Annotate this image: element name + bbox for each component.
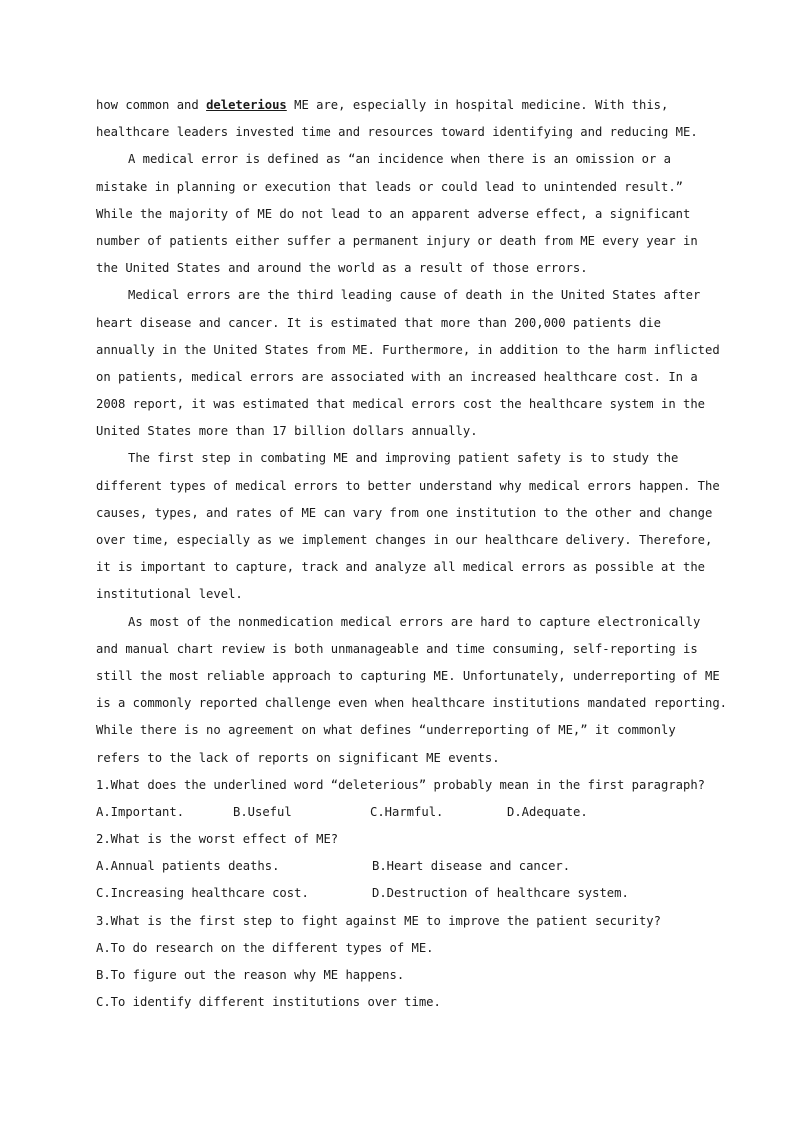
question-2-option-b: B.Heart disease and cancer. bbox=[372, 859, 571, 874]
paragraph-3-line-2: heart disease and cancer. It is estimated that more than 200,000 patients die bbox=[96, 315, 661, 330]
question-2-options-row-1 bbox=[96, 853, 716, 880]
paragraph-2-line-2: mistake in planning or execution that leads or could lead to unintended result.” bbox=[96, 179, 683, 194]
question-2-option-a: A.Annual patients deaths. bbox=[96, 859, 280, 874]
paragraph-4-line-4: over time, especially as we implement changes in our healthcare delivery. Therefore, bbox=[96, 533, 713, 547]
underlined-keyword: deleterious bbox=[206, 98, 287, 112]
paragraph-1-line-1: how common and deleterious ME are, especially in hospital medicine. With this, bbox=[96, 98, 669, 112]
question-1-stem: 1.What does the underlined word “deleterious” probably mean in the first paragraph? bbox=[96, 777, 706, 792]
question-2-stem: 2.What is the worst effect of ME? bbox=[96, 832, 339, 847]
paragraph-4-line-3: causes, types, and rates of ME can vary from one institution to the other and change bbox=[96, 505, 713, 520]
question-3-option-c: C.To identify different institutions over time. bbox=[96, 995, 441, 1010]
paragraph-2-line-1: A medical error is defined as “an incidence when there is an omission or a bbox=[128, 152, 671, 167]
question-3-option-b: B.To figure out the reason why ME happens. bbox=[96, 968, 405, 982]
question-3-option-a: A.To do research on the different types of ME. bbox=[96, 940, 434, 955]
paragraph-5-line-1: As most of the nonmedication medical errors are hard to capture electronically bbox=[128, 614, 701, 629]
paragraph-3-line-3: annually in the United States from ME. Furthermore, in addition to the harm inflicted bbox=[96, 342, 720, 357]
paragraph-4-line-1: The first step in combating ME and improving patient safety is to study the bbox=[128, 451, 679, 466]
paragraph-4-line-6: institutional level. bbox=[96, 587, 243, 602]
paragraph-2-line-5: the United States and around the world as a result of those errors. bbox=[96, 261, 588, 276]
paragraph-2-line-4: number of patients either suffer a permanent injury or death from ME every year in bbox=[96, 233, 698, 248]
question-1-option-b: B.Useful bbox=[233, 804, 292, 819]
paragraph-3-line-1: Medical errors are the third leading cause of death in the United States after bbox=[128, 288, 701, 303]
paragraph-1-line-2: healthcare leaders invested time and resources toward identifying and reducing ME. bbox=[96, 125, 698, 140]
question-1-option-d: D.Adequate. bbox=[507, 804, 588, 819]
paragraph-5-line-6: refers to the lack of reports on significant ME events. bbox=[96, 750, 500, 765]
paragraph-2-line-3: While the majority of ME do not lead to an apparent adverse effect, a significant bbox=[96, 206, 691, 221]
question-2-options-row-2 bbox=[96, 880, 716, 907]
paragraph-4-line-5: it is important to capture, track and analyze all medical errors as possible at the bbox=[96, 560, 706, 575]
paragraph-3-line-6: United States more than 17 billion dollars annually. bbox=[96, 424, 478, 439]
document-page bbox=[96, 92, 728, 1016]
question-2-option-c: C.Increasing healthcare cost. bbox=[96, 886, 309, 901]
question-1-option-c: C.Harmful. bbox=[370, 804, 444, 819]
paragraph-5-line-2: and manual chart review is both unmanageable and time consuming, self-reporting is bbox=[96, 641, 698, 656]
question-1-options bbox=[96, 799, 716, 826]
paragraph-5-line-5: While there is no agreement on what defines “underreporting of ME,” it commonly bbox=[96, 723, 676, 738]
paragraph-3-line-4: on patients, medical errors are associated with an increased healthcare cost. In a bbox=[96, 369, 698, 384]
paragraph-3-line-5: 2008 report, it was estimated that medical errors cost the healthcare system in the bbox=[96, 397, 706, 412]
question-2-option-d: D.Destruction of healthcare system. bbox=[372, 886, 629, 901]
paragraph-4-line-2: different types of medical errors to better understand why medical errors happen. The bbox=[96, 478, 720, 493]
question-3-stem: 3.What is the first step to fight against ME to improve the patient security? bbox=[96, 913, 661, 928]
question-1-option-a: A.Important. bbox=[96, 804, 185, 819]
paragraph-5-line-4: is a commonly reported challenge even when healthcare institutions mandated reporting. bbox=[96, 696, 728, 711]
paragraph-5-line-3: still the most reliable approach to capturing ME. Unfortunately, underreporting of ME bbox=[96, 668, 720, 683]
